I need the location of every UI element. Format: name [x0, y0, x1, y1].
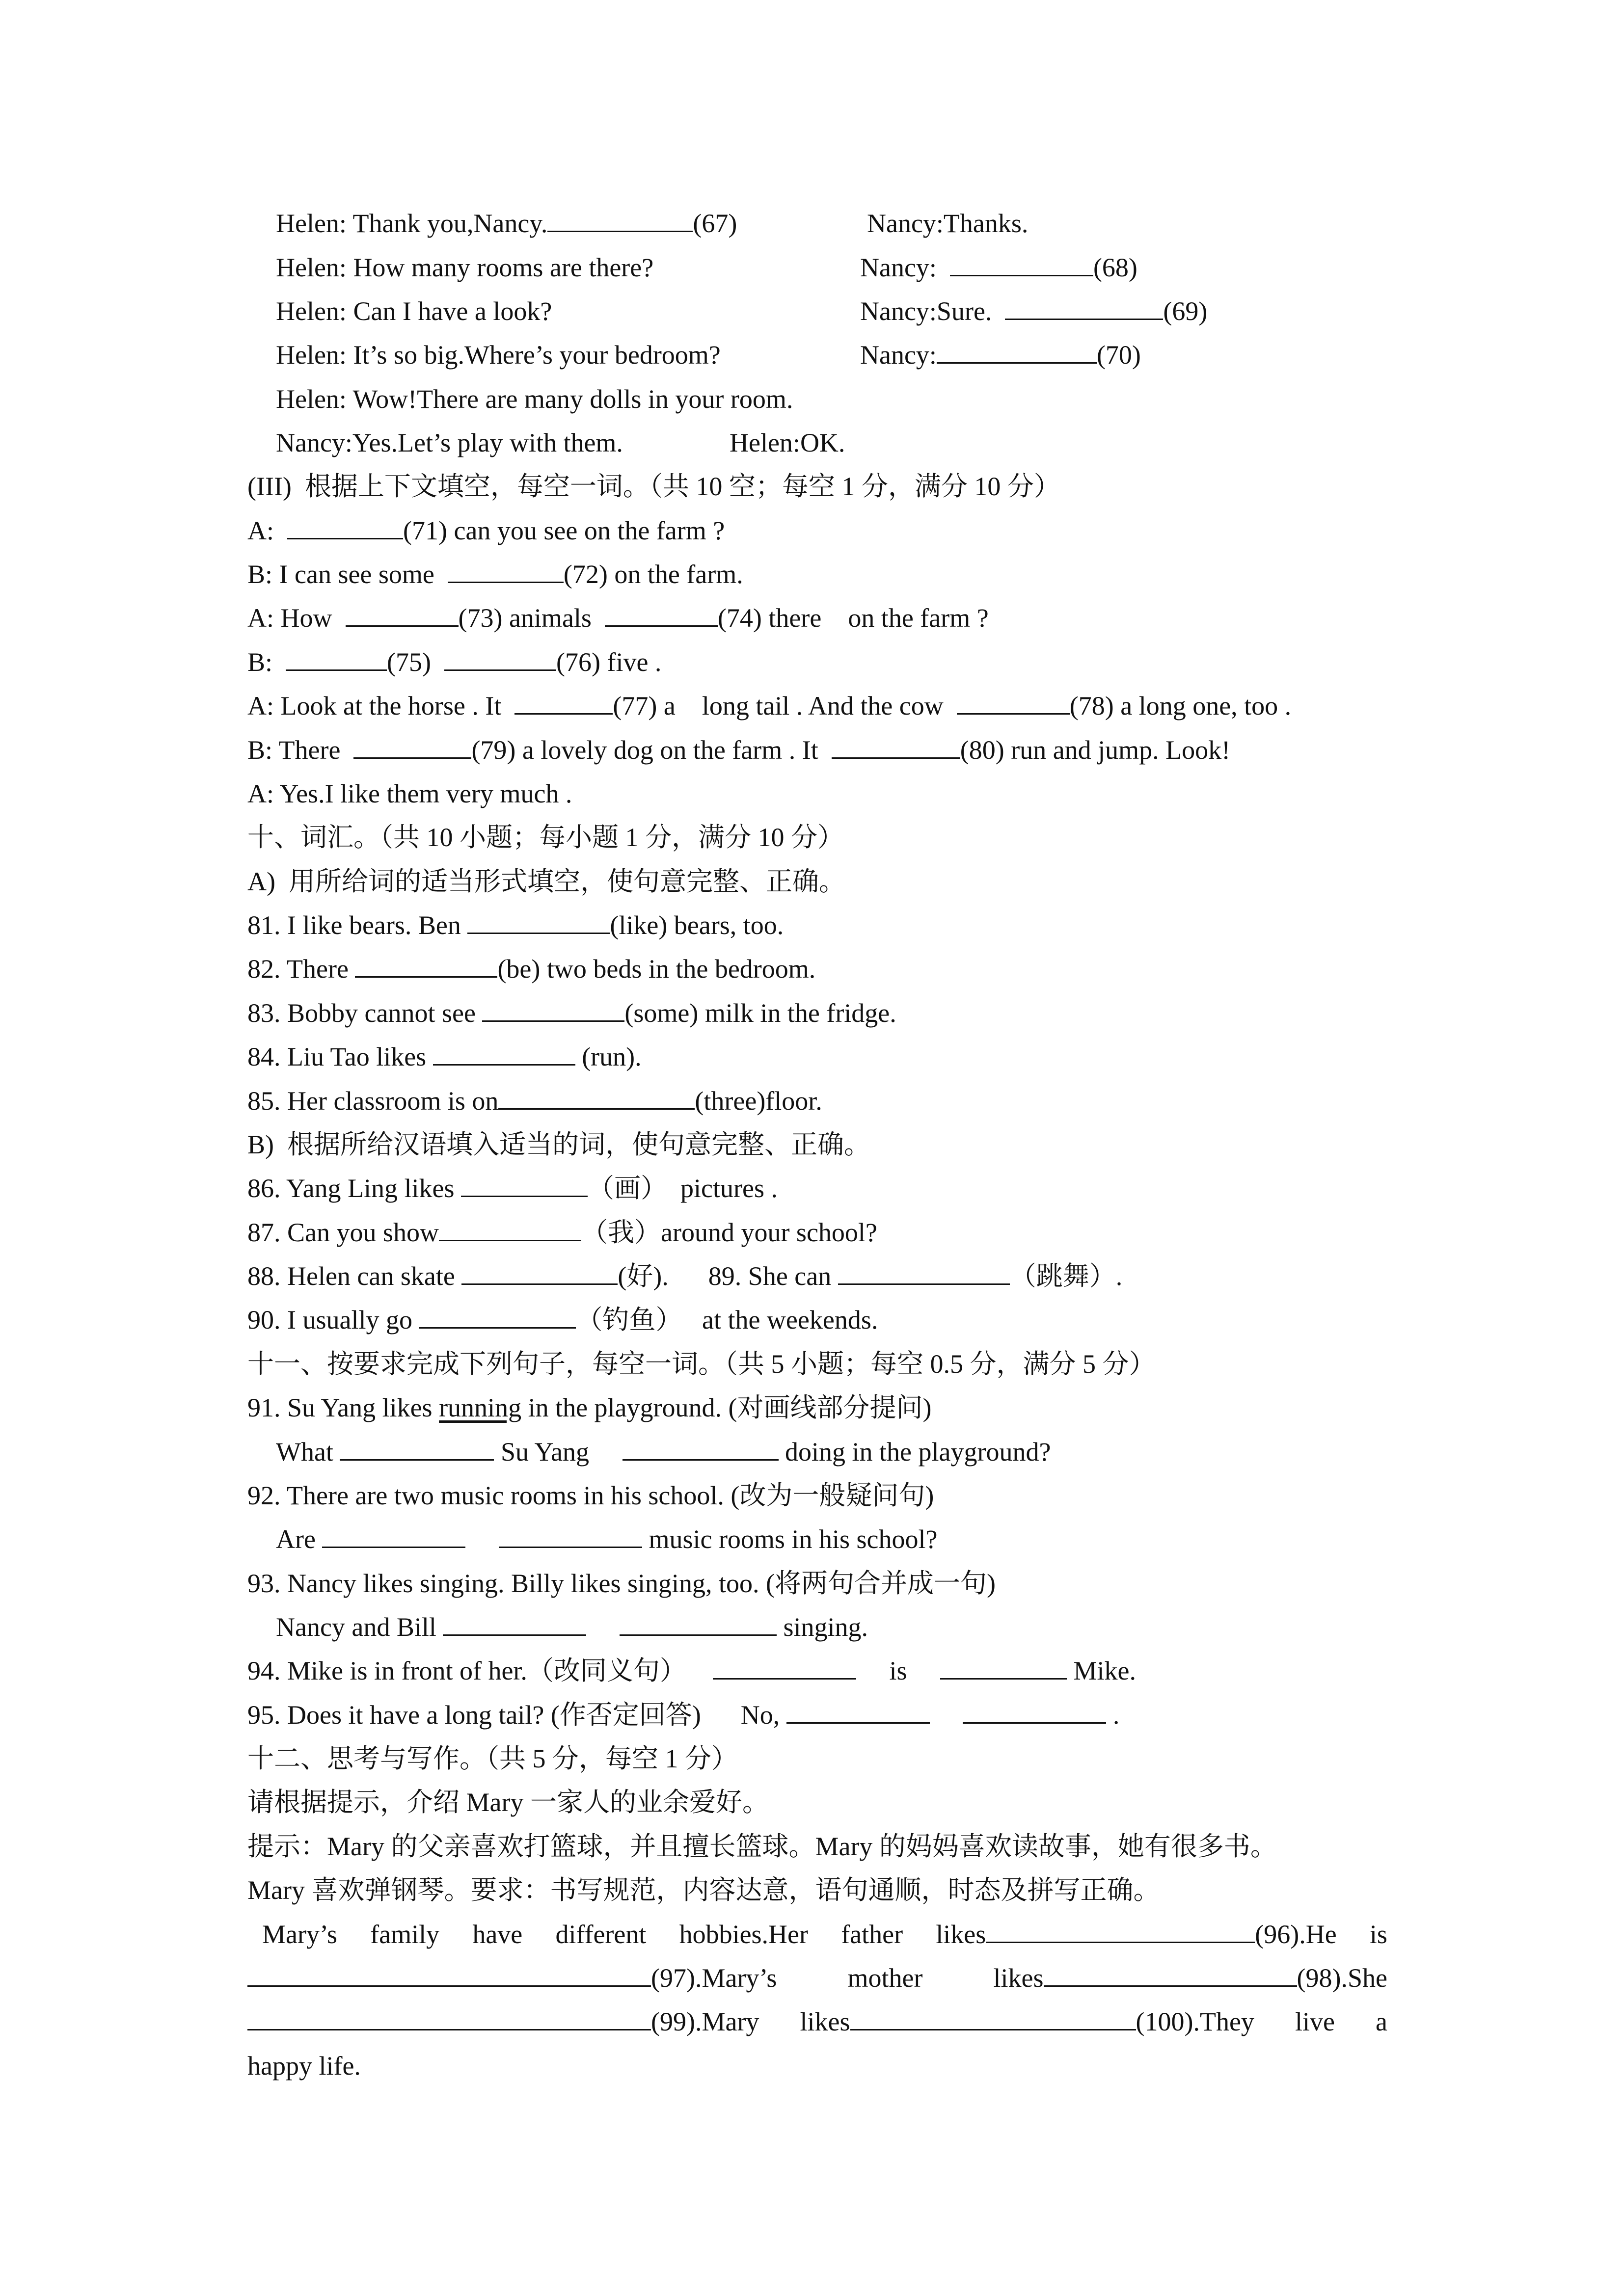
section10-part-b: B) 根据所给汉语填入适当的词，使句意完整、正确。 — [247, 1130, 870, 1159]
section12-heading: 十二、思考与写作。（共 5 分，每空 1 分） — [247, 1744, 738, 1773]
question-94: 94. Mike is in front of her.（改同义句） is Mike. — [247, 1655, 1136, 1687]
fill-line-71: A: (71) can you see on the farm ? — [247, 514, 725, 547]
question-87: 87. Can you show （我）around your school? — [247, 1216, 877, 1249]
question-93: 93. Nancy likes singing. Billy likes singing, too. (将两句合并成一句) — [247, 1569, 996, 1598]
answer-blank-90[interactable] — [419, 1304, 576, 1329]
section10-heading: 十、词汇。（共 10 小题；每小题 1 分，满分 10 分） — [247, 823, 844, 852]
answer-blank-76[interactable] — [444, 646, 556, 671]
answer-blank-75[interactable] — [286, 646, 387, 671]
dialogue-line-68: Helen: How many rooms are there? — [276, 253, 654, 282]
question-91: 91. Su Yang likes running in the playground. (对画线部分提问) — [247, 1393, 932, 1422]
dialogue-line-wow: Helen: Wow!There are many dolls in your room. — [276, 384, 793, 414]
question-92: 92. There are two music rooms in his school. (改为一般疑问句) — [247, 1481, 934, 1510]
answer-blank-83[interactable] — [482, 997, 624, 1022]
question-83: 83. Bobby cannot see (some) milk in the fridge. — [247, 997, 896, 1029]
writing-line-2: (97).Mary’s mother likes (98).She — [247, 1962, 1387, 1994]
question-82: 82. There (be) two beds in the bedroom. — [247, 953, 815, 985]
fill-line-closing: A: Yes.I like them very much . — [247, 779, 572, 808]
answer-blank-73[interactable] — [346, 602, 459, 627]
section3-heading: (III) 根据上下文填空，每空一词。（共 10 空；每空 1 分，满分 10 分） — [247, 472, 1060, 501]
answer-blank-96[interactable] — [986, 1918, 1255, 1943]
question-93-response: Nancy and Bill singing. — [276, 1611, 868, 1643]
writing-hint-1: 提示：Mary 的父亲喜欢打篮球，并且擅长篮球。Mary 的妈妈喜欢读故事，她有很多书。 — [247, 1832, 1277, 1861]
answer-blank-70[interactable] — [937, 339, 1097, 364]
dialogue-reply-67: Nancy:Thanks. — [867, 209, 1029, 238]
question-90: 90. I usually go （钓鱼） at the weekends. — [247, 1304, 878, 1336]
answer-blank-91a[interactable] — [340, 1436, 494, 1461]
dialogue-line-69: Helen: Can I have a look? — [276, 296, 552, 326]
answer-blank-92b[interactable] — [499, 1523, 642, 1548]
answer-blank-71[interactable] — [287, 514, 403, 539]
answer-blank-79[interactable] — [353, 734, 471, 759]
answer-blank-94b[interactable] — [940, 1655, 1067, 1680]
fill-line-79-80: B: There (79) a lovely dog on the farm . It (80) run and jump. Look! — [247, 734, 1230, 766]
question-95: 95. Does it have a long tail? (作否定回答) No, . — [247, 1699, 1119, 1731]
answer-blank-78[interactable] — [957, 690, 1070, 715]
writing-line-4: happy life. — [247, 2051, 361, 2081]
writing-intro: 请根据提示，介绍 Mary 一家人的业余爱好。 — [247, 1788, 769, 1817]
answer-blank-68[interactable] — [950, 251, 1093, 276]
question-81: 81. I like bears. Ben (like) bears, too. — [247, 909, 784, 941]
writing-hint-2: Mary 喜欢弹钢琴。要求：书写规范，内容达意，语句通顺，时态及拼写正确。 — [247, 1875, 1160, 1905]
dialogue-reply-70: Nancy: (70) — [860, 339, 1141, 371]
question-85: 85. Her classroom is on (three)floor. — [247, 1085, 822, 1117]
answer-blank-72[interactable] — [448, 558, 564, 583]
answer-blank-85[interactable] — [498, 1085, 695, 1110]
answer-blank-77[interactable] — [514, 690, 613, 715]
dialogue-line-play: Nancy:Yes.Let’s play with them. — [276, 428, 623, 457]
dialogue-line-ok: Helen:OK. — [730, 428, 845, 457]
writing-line-3: (99).Mary likes (100).They live a — [247, 2005, 1387, 2038]
answer-blank-95b[interactable] — [963, 1699, 1106, 1724]
answer-blank-80[interactable] — [832, 734, 960, 759]
answer-blank-81[interactable] — [467, 909, 610, 934]
answer-blank-87[interactable] — [439, 1216, 581, 1241]
underlined-word: running — [439, 1393, 522, 1422]
answer-blank-93a[interactable] — [443, 1611, 586, 1636]
fill-line-75-76: B: (75) (76) five . — [247, 646, 661, 678]
answer-blank-69[interactable] — [1005, 295, 1163, 320]
answer-blank-92a[interactable] — [322, 1523, 465, 1548]
answer-blank-84[interactable] — [433, 1041, 575, 1066]
answer-blank-98[interactable] — [1044, 1962, 1297, 1987]
answer-blank-94a[interactable] — [713, 1655, 856, 1680]
answer-blank-91b[interactable] — [623, 1436, 779, 1461]
answer-blank-97[interactable] — [247, 1962, 651, 1987]
dialogue-reply-68: Nancy: (68) — [860, 251, 1137, 284]
question-84: 84. Liu Tao likes (run). — [247, 1041, 642, 1073]
answer-blank-93b[interactable] — [620, 1611, 777, 1636]
answer-blank-86[interactable] — [461, 1172, 588, 1197]
fill-line-77-78: A: Look at the horse . It (77) a long tail . And the cow (78) a long one, too . — [247, 690, 1291, 722]
fill-line-72: B: I can see some (72) on the farm. — [247, 558, 743, 590]
fill-line-73-74: A: How (73) animals (74) there on the farm ? — [247, 602, 989, 634]
section11-heading: 十一、按要求完成下列句子，每空一词。（共 5 小题；每空 0.5 分，满分 5 分） — [247, 1349, 1156, 1379]
section10-part-a: A) 用所给词的适当形式填空，使句意完整、正确。 — [247, 867, 845, 896]
answer-blank-88[interactable] — [461, 1260, 618, 1285]
writing-line-1: Mary’s family have different hobbies.Her father likes (96).He is — [262, 1918, 1387, 1950]
question-91-response: What Su Yang doing in the playground? — [276, 1436, 1051, 1468]
question-88-89: 88. Helen can skate (好). 89. She can （跳舞）. — [247, 1260, 1122, 1292]
answer-blank-89[interactable] — [838, 1260, 1010, 1285]
dialogue-line-70: Helen: It’s so big.Where’s your bedroom? — [276, 340, 721, 370]
question-92-response: Are music rooms in his school? — [276, 1523, 937, 1555]
answer-blank-100[interactable] — [850, 2005, 1136, 2030]
dialogue-reply-69: Nancy:Sure. (69) — [860, 295, 1207, 327]
question-86: 86. Yang Ling likes （画） pictures . — [247, 1172, 778, 1204]
answer-blank-82[interactable] — [355, 953, 497, 978]
answer-blank-67[interactable] — [547, 207, 693, 232]
answer-blank-74[interactable] — [605, 602, 718, 627]
answer-blank-95a[interactable] — [786, 1699, 930, 1724]
dialogue-line-67: Helen: Thank you,Nancy. (67) — [276, 207, 737, 240]
answer-blank-99[interactable] — [247, 2005, 651, 2030]
